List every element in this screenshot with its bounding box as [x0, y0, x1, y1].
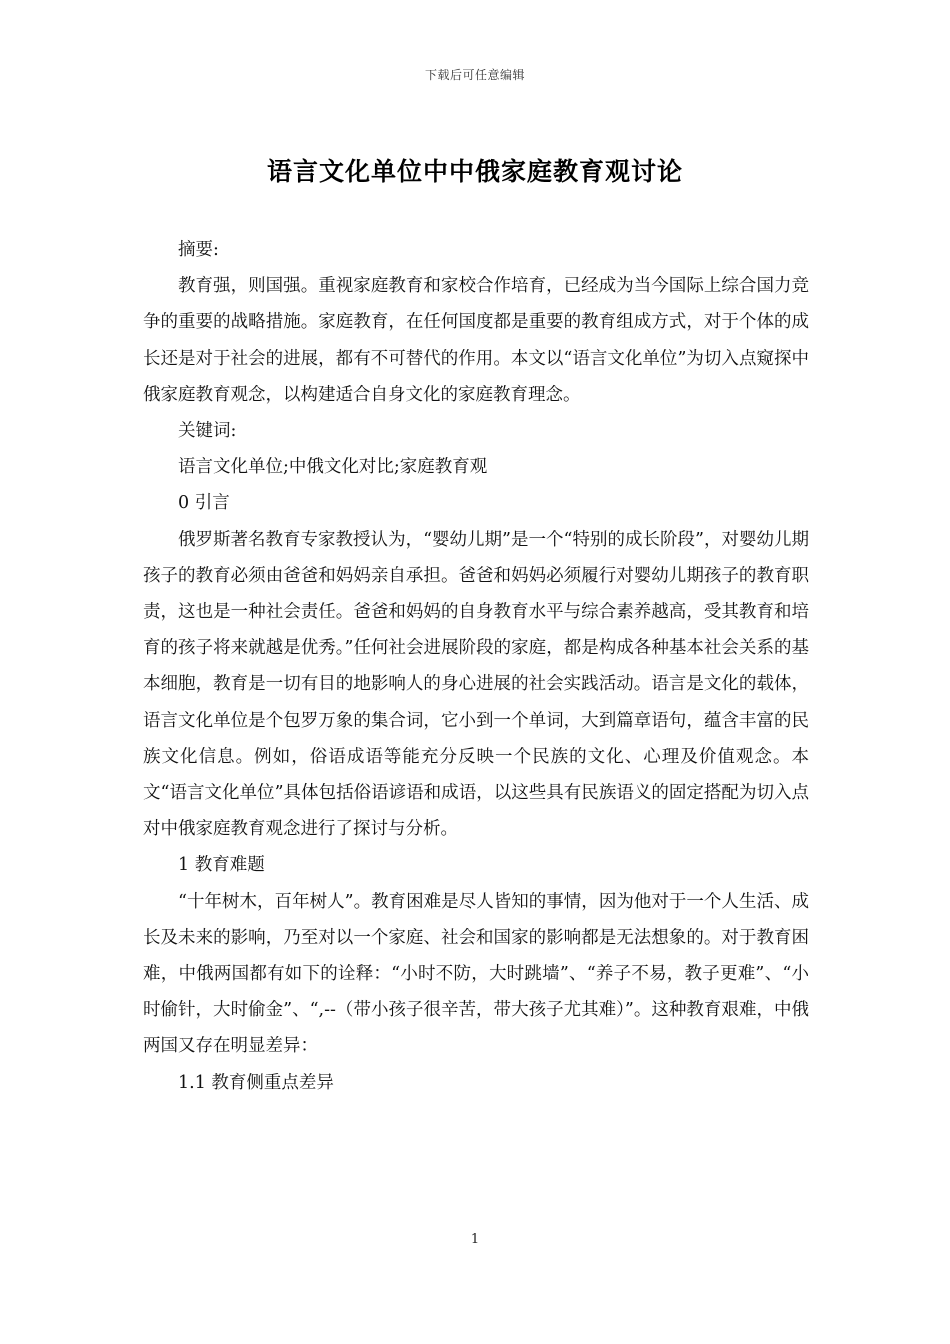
abstract-paragraph: 教育强，则国强。重视家庭教育和家校合作培育，已经成为当今国际上综合国力竞争的重要的战略措施。家庭教育，在任何国度都是重要的教育组成方式，对于个体的成长还是对于社会的进展，都有不可替代的作用。本文以“语言文化单位”为切入点窥探中俄家庭教育观念，以构建适合自身文化的家庭教育理念。: [143, 276, 809, 405]
document-body: [143, 232, 809, 1101]
keywords-paragraph: 语言文化单位;中俄文化对比;家庭教育观: [178, 457, 488, 478]
keywords-label: 关键词:: [178, 421, 237, 442]
abstract-label: 摘要:: [178, 240, 219, 260]
education-problems-paragraph: “十年树木，百年树人”。教育困难是尽人皆知的事情，因为他对于一个人生活、成长及未来的影响，乃至对以一个家庭、社会和国家的影响都是无法想象的。对于教育困难，中俄两国都有如下的诠释：“小时不防，大时跳墙”、“养子不易，教子更难”、“小时偷针，大时偷金”、“,--（带小孩子很辛苦，带大孩子尤其难）”。这种教育艰难，中俄两国又存在明显差异：: [143, 891, 809, 1057]
section-heading-introduction: 0 引言: [178, 493, 230, 514]
introduction-paragraph: 俄罗斯著名教育专家教授认为，“婴幼儿期”是一个“特别的成长阶段”，对婴幼儿期孩子的教育必须由爸爸和妈妈亲自承担。爸爸和妈妈必须履行对婴幼儿期孩子的教育职责，这也是一种社会责任。爸爸和妈妈的自身教育水平与综合素养越高，受其教育和培育的孩子将来就越是优秀。”任何社会进展阶段的家庭，都是构成各种基本社会关系的基本细胞，教育是一切有目的地影响人的身心进展的社会实践活动。语言是文化的载体，语言文化单位是个包罗万象的集合词，它小到一个单词，大到篇章语句，蕴含丰富的民族文化信息。例如，俗语成语等能充分反映一个民族的文化、心理及价值观念。本文“语言文化单位”具体包括俗语谚语和成语，以这些具有民族语义的固定搭配为切入点对中俄家庭教育观念进行了探讨与分析。: [143, 529, 809, 840]
document-title: 语言文化单位中中俄家庭教育观讨论: [266, 157, 683, 186]
subsection-heading-focus-differences: 1.1 教育侧重点差异: [178, 1072, 334, 1093]
page-number: 1: [470, 1232, 480, 1247]
header-note: 下载后可任意编辑: [424, 68, 525, 82]
section-heading-education-problems: 1 教育难题: [178, 855, 265, 876]
